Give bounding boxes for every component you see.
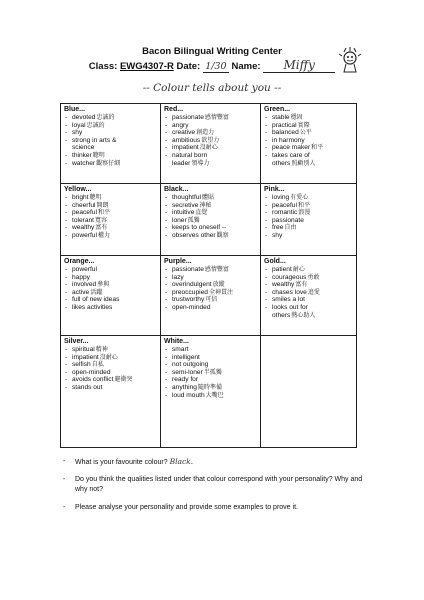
handwritten-translation: 穩固 (290, 114, 303, 121)
quality-text: tolerant (72, 216, 94, 224)
quality-item (164, 384, 257, 392)
handwritten-translation: 實際 (297, 121, 310, 129)
quality-text: overindulgent (172, 281, 212, 289)
handwritten-translation: 觀察仔細 (96, 159, 121, 167)
handwritten-translation: 聰明 (89, 194, 102, 201)
quality-item (264, 152, 353, 160)
quality-item (64, 152, 157, 160)
colour-cell-black (161, 184, 261, 256)
quality-text: trustworthy (172, 296, 205, 304)
handwritten-translation: 熱心助人 (291, 311, 316, 319)
handwritten-translation: 創造力 (196, 129, 215, 137)
quality-text: ambitious (172, 136, 201, 144)
quality-item (264, 209, 353, 217)
quality-item (64, 304, 157, 312)
quality-text: looks out for (272, 303, 308, 311)
handwritten-translation: 自由 (284, 224, 297, 232)
quality-text: peaceful (72, 209, 97, 217)
quality-item (164, 224, 257, 232)
colour-table (60, 103, 357, 448)
date-label: Date: (176, 61, 201, 72)
handwritten-translation: 寬容 (95, 216, 108, 224)
quality-item (164, 144, 257, 152)
colour-heading: Green... (264, 106, 291, 113)
quality-item (64, 160, 157, 168)
quality-text: open-minded (72, 368, 111, 376)
quality-text: active (72, 288, 90, 296)
question-2 (75, 475, 375, 495)
question-3 (75, 503, 375, 513)
quality-text: practical (272, 121, 297, 129)
quality-item (164, 152, 257, 160)
colour-cell-empty (261, 336, 356, 447)
class-label: Class: (88, 61, 118, 72)
quality-text: thoughtful (172, 194, 201, 201)
quality-item (164, 266, 257, 274)
handwritten-translation: 全神貫注 (208, 288, 233, 296)
quality-item (64, 137, 157, 145)
quality-item (64, 384, 157, 392)
quality-item (164, 209, 257, 217)
colour-cell-gold (261, 256, 356, 336)
name-value: Miffy (263, 58, 335, 73)
handwritten-translation: 避衝突 (114, 376, 133, 384)
quality-item (64, 266, 157, 274)
colour-cell-orange (61, 256, 161, 336)
quality-text: powerful (72, 266, 97, 273)
quality-text: wealthy (272, 281, 295, 289)
quality-item (164, 369, 257, 377)
handwritten-translation: 放縱 (212, 281, 225, 289)
handwritten-translation: 感情豐富 (204, 266, 229, 273)
quality-item (264, 114, 353, 122)
quality-item (264, 281, 353, 289)
quality-text: stable (272, 114, 290, 121)
colour-heading: Purple... (164, 258, 192, 265)
quality-item (264, 232, 353, 240)
quality-text: natural born (172, 151, 208, 159)
quality-text: watcher (72, 159, 96, 167)
quality-text: shy (272, 231, 283, 239)
handwritten-translation: 開朗 (96, 201, 109, 209)
question-1-answer: Black. (169, 457, 194, 466)
quality-item (64, 129, 157, 137)
handwritten-translation: 領導力 (191, 159, 210, 167)
quality-text: semi-loner (172, 368, 203, 376)
quality-text: open-minded (172, 303, 211, 311)
quality-text: bright (72, 194, 89, 201)
quality-text: spiritual (72, 346, 95, 353)
date-value: 1/30 (203, 61, 229, 73)
handwritten-translation: 大嘴巴 (205, 391, 224, 399)
colour-heading: Orange... (64, 258, 95, 265)
quality-item (164, 232, 257, 240)
quality-text: intuitive (172, 209, 195, 217)
quality-text: cheerful (72, 201, 96, 209)
handwritten-translation: 感情豐富 (204, 114, 229, 121)
quality-item (264, 194, 353, 202)
colour-cell-pink (261, 184, 356, 256)
quality-item (164, 129, 257, 137)
handwritten-translation: 活躍 (90, 288, 103, 296)
handwritten-translation: 和平 (297, 201, 310, 209)
quality-text: avoids conflict (72, 376, 114, 384)
quality-text: smart (172, 346, 189, 353)
handwritten-translation: 可信 (205, 296, 218, 304)
quality-text: in harmony (272, 136, 305, 144)
quality-text: loving (272, 194, 290, 201)
quality-text: keeps to oneself -- (172, 224, 227, 232)
quality-text: intelligent (172, 353, 200, 361)
handwritten-translation: 直覺 (195, 209, 208, 217)
handwritten-translation: 耐心 (292, 266, 305, 273)
colour-heading: Yellow... (64, 186, 92, 193)
quality-item (64, 194, 157, 202)
handwritten-translation: 精神 (95, 346, 108, 353)
quality-text: balanced (272, 129, 299, 137)
colour-heading: Black... (164, 186, 189, 193)
quality-item (64, 209, 157, 217)
quality-text: free (272, 224, 284, 232)
colour-heading: Pink... (264, 186, 285, 193)
quality-item (264, 289, 353, 297)
quality-text: impatient (172, 144, 199, 152)
handwritten-translation: 參與 (97, 281, 110, 289)
quality-item (264, 129, 353, 137)
colour-heading: White... (164, 338, 189, 345)
quality-item (64, 361, 157, 369)
quality-item (164, 304, 257, 312)
quality-text: angry (172, 121, 189, 129)
quality-item (164, 114, 257, 122)
quality-text: peaceful (272, 201, 297, 209)
quality-text: devoted (72, 114, 96, 121)
quality-text: secretive (172, 201, 199, 209)
handwritten-translation: 浪漫 (298, 209, 311, 217)
quality-text: science (72, 144, 95, 152)
quality-item (164, 376, 257, 384)
handwritten-translation: 富有 (295, 281, 308, 289)
mascot-logo (338, 46, 362, 74)
question-3-text: Please analyse your personality and provide some examples to prove it. (75, 504, 298, 511)
handwritten-translation: 隨時準備 (197, 383, 222, 391)
handwritten-translation: 觀察 (216, 231, 229, 239)
quality-text: anything (172, 383, 197, 391)
colour-heading: Silver... (64, 338, 89, 345)
quality-item (164, 361, 257, 369)
quality-text: ready for (172, 376, 199, 384)
worksheet-subtitle: -- Colour tells about you -- (142, 82, 282, 94)
quality-text: happy (72, 273, 90, 281)
handwritten-translation: 自私 (91, 361, 104, 369)
quality-item (164, 281, 257, 289)
quality-text: impatient (72, 353, 99, 361)
handwritten-translation: 沒耐心 (199, 144, 218, 152)
quality-item (64, 122, 157, 130)
question-2-text: Do you think the qualities listed under that colour correspond with your personality? Why and why not? (75, 476, 363, 493)
colour-cell-blue (61, 104, 161, 184)
quality-item (264, 224, 353, 232)
quality-text: preoccupied (172, 288, 208, 296)
quality-item (164, 296, 257, 304)
quality-text: thinker (72, 151, 92, 159)
quality-item (264, 304, 353, 312)
quality-text: selfish (72, 361, 91, 369)
quality-item (64, 296, 157, 304)
quality-text: leader (172, 159, 191, 167)
handwritten-translation: 沒耐心 (99, 353, 118, 361)
quality-item (164, 217, 257, 225)
quality-text: others (272, 159, 291, 167)
quality-item (164, 160, 257, 168)
colour-heading: Gold... (264, 258, 286, 265)
quality-item (264, 296, 353, 304)
quality-text: involved (72, 281, 97, 289)
handwritten-translation: 富有 (95, 224, 108, 232)
quality-text: passionate (172, 114, 204, 121)
handwritten-translation: 勇敢 (307, 273, 320, 281)
handwritten-translation: 半孤獨 (203, 368, 222, 376)
quality-item (164, 392, 257, 400)
handwritten-translation: 孤獨 (187, 216, 200, 224)
quality-text: wealthy (72, 224, 95, 232)
colour-heading: Blue... (64, 106, 86, 113)
quality-item (64, 289, 157, 297)
quality-item (64, 232, 157, 240)
quality-item (64, 144, 157, 152)
quality-text: peace maker (272, 144, 311, 152)
quality-text: loner (172, 216, 187, 224)
quality-text: passionate (172, 266, 204, 273)
handwritten-translation: 聰明 (92, 151, 105, 159)
quality-text: creative (172, 129, 196, 137)
question-1 (75, 457, 375, 468)
quality-text: shy (72, 129, 83, 137)
quality-text: stands out (72, 383, 103, 391)
handwritten-translation: 忠誠的 (96, 114, 115, 121)
quality-text: chases love (272, 288, 307, 296)
quality-item (164, 354, 257, 362)
quality-text: observes other (172, 231, 216, 239)
quality-item (164, 346, 257, 354)
class-value: EWG4307-R (119, 61, 174, 72)
quality-text: others (272, 311, 291, 319)
quality-text: full of new ideas (72, 296, 120, 304)
quality-text: powerful (72, 231, 97, 239)
handwritten-translation: 體貼 (201, 194, 214, 201)
quality-text: courageous (272, 273, 307, 281)
quality-item (64, 346, 157, 354)
quality-item (64, 114, 157, 122)
quality-text: loud mouth (172, 391, 205, 399)
quality-text: smiles a lot (272, 296, 305, 304)
handwritten-translation: 忠誠的 (86, 121, 105, 129)
question-1-text: What is your favourite colour? (75, 459, 168, 466)
colour-cell-yellow (61, 184, 161, 256)
handwritten-translation: 公平 (299, 129, 312, 137)
quality-item (164, 194, 257, 202)
handwritten-translation: 有愛心 (290, 194, 309, 201)
quality-text: likes activities (72, 303, 113, 311)
colour-cell-red (161, 104, 261, 184)
quality-text: patient (272, 266, 292, 273)
handwritten-translation: 神秘 (199, 201, 212, 209)
quality-text: loyal (72, 121, 86, 129)
colour-cell-purple (161, 256, 261, 336)
quality-text: lazy (172, 273, 184, 281)
quality-item (264, 312, 353, 320)
handwritten-translation: 欲望力 (201, 136, 220, 144)
center-title: Bacon Bilingual Writing Center (142, 46, 282, 57)
quality-item (64, 281, 157, 289)
handwritten-translation: 照顧別人 (291, 159, 316, 167)
quality-item (64, 376, 157, 384)
quality-item (264, 144, 353, 152)
quality-text: strong in arts & (72, 136, 117, 144)
handwritten-translation: 追愛 (307, 288, 320, 296)
colour-heading: Red... (164, 106, 184, 113)
handwritten-translation: 和平 (311, 144, 324, 152)
quality-item (64, 224, 157, 232)
colour-cell-silver (61, 336, 161, 447)
quality-text: takes care of (272, 151, 310, 159)
handwritten-translation: 和平 (97, 209, 110, 217)
quality-text: passionate (272, 216, 304, 224)
handwritten-translation: 權力 (97, 231, 110, 239)
name-label: Name: (231, 61, 261, 72)
quality-text: romantic (272, 209, 298, 217)
colour-cell-green (261, 104, 356, 184)
quality-item (264, 160, 353, 168)
quality-text: not outgoing (172, 361, 209, 369)
colour-cell-white (161, 336, 261, 447)
quality-item (264, 266, 353, 274)
